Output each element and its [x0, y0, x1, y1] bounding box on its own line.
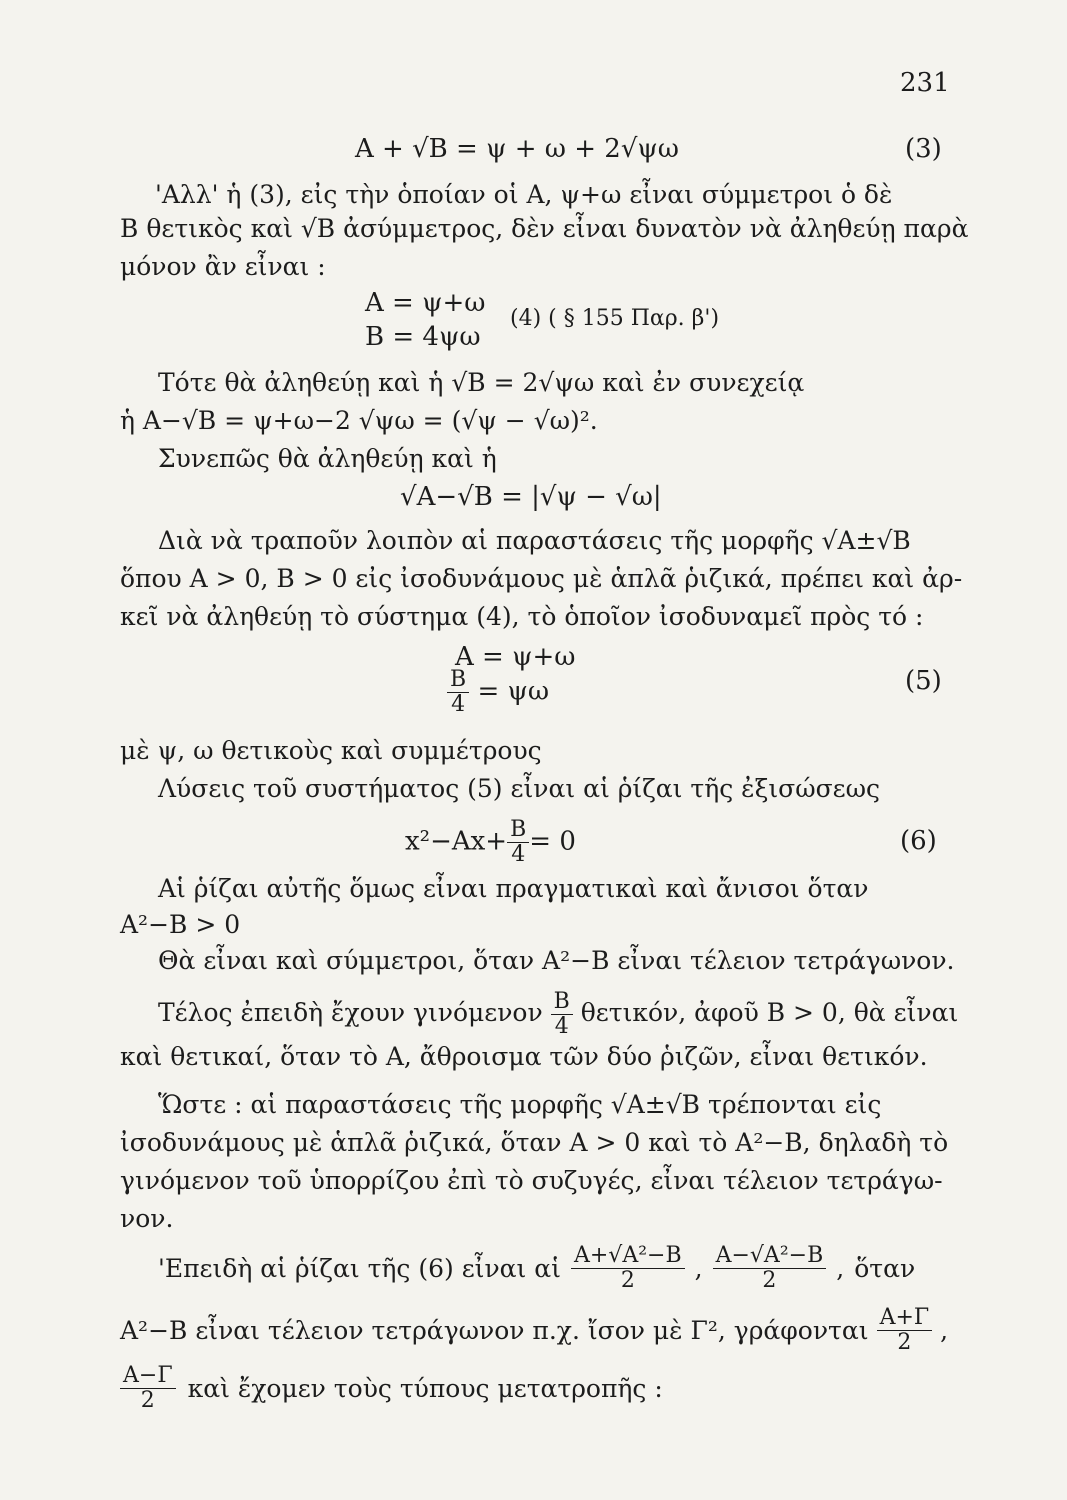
text-line: Τότε θὰ ἀληθεύῃ καὶ ἡ √B = 2√ψω καὶ ἐν συνεχείᾳ	[158, 368, 805, 397]
text-line: καὶ θετικαί, ὅταν τὸ A, ἄθροισμα τῶν δύο ῥιζῶν, εἶναι θετικόν.	[120, 1042, 928, 1071]
text-line: Συνεπῶς θὰ ἀληθεύῃ καὶ ἡ	[158, 444, 497, 473]
fraction-a-minus-gamma: $\frac{A-\Gamma}{2}$	[120, 1364, 176, 1413]
text-line: 'Επειδὴ αἱ ῥίζαι τῆς (6) εἶναι αἱ $\frac{\text{A+√A²−B}}{2}$ , $\frac{\text{A−√A²−B}}{2}$ , ὅταν	[158, 1243, 916, 1293]
text-line: ὅπου A > 0, B > 0 εἰς ἰσοδυνάμους μὲ ἁπλᾶ ῥιζικά, πρέπει καὶ ἀρ-	[120, 564, 963, 593]
fraction-b-over-4: $\frac{B}{4}$	[447, 668, 469, 717]
page-number: 231	[900, 68, 950, 98]
system-4-line1: A = ψ+ω	[365, 288, 486, 318]
root-fraction-plus: $\frac{\text{A+√A²−B}}{2}$	[571, 1244, 685, 1293]
text-line: B θετικὸς καὶ √B ἀσύμμετρος, δὲν εἶναι δυνατὸν νὰ ἀληθεύῃ παρὰ	[120, 214, 969, 243]
text-line: ἰσοδυνάμους μὲ ἁπλᾶ ῥιζικά, ὅταν A > 0 καὶ τὸ A²−B, δηλαδὴ τὸ	[120, 1128, 949, 1157]
text-line: $\frac{A-\Gamma}{2}$ καὶ ἔχομεν τοὺς τύπους μετατροπῆς :	[120, 1364, 920, 1413]
text-line: Θὰ εἶναι καὶ σύμμετροι, ὅταν A²−B εἶναι τέλειον τετράγωνον.	[158, 946, 955, 975]
text-line: γινόμενον τοῦ ὑπορρίζου ἐπὶ τὸ συζυγές, εἶναι τέλειον τετράγω-	[120, 1166, 943, 1195]
text-line: νον.	[120, 1204, 174, 1233]
fraction-b-over-4: $\frac{B}{4}$	[507, 818, 529, 867]
text-line: ἡ A−√B = ψ+ω−2 √ψω = (√ψ − √ω)².	[120, 406, 598, 435]
text-line: μὲ ψ, ω θετικοὺς καὶ συμμέτρους	[120, 736, 542, 765]
text-line: Διὰ νὰ τραποῦν λοιπὸν αἱ παραστάσεις τῆς μορφῆς √A±√B	[158, 526, 911, 555]
text-line: Ὥστε : αἱ παραστάσεις τῆς μορφῆς √A±√B τρέπονται εἰς	[158, 1090, 882, 1119]
text-line: Αἱ ῥίζαι αὐτῆς ὅμως εἶναι πραγματικαὶ καὶ ἄνισοι ὅταν	[158, 874, 869, 903]
text-line: A²−B > 0	[120, 910, 241, 939]
text-line: 'Αλλ' ἡ (3), εἰς τὴν ὁποίαν οἱ A, ψ+ω εἶναι σύμμετροι ὁ δὲ	[155, 180, 893, 209]
text-line: κεῖ νὰ ἀληθεύῃ τὸ σύστημα (4), τὸ ὁποῖον ἰσοδυναμεῖ πρὸς τό :	[120, 602, 924, 631]
system-4-reference: (4) ( § 155 Παρ. β')	[510, 306, 720, 331]
text-line: μόνον ἂν εἶναι :	[120, 252, 326, 281]
text-line: Λύσεις τοῦ συστήματος (5) εἶναι αἱ ῥίζαι τῆς ἐξισώσεως	[158, 774, 880, 803]
fraction-b-over-4: $\frac{B}{4}$	[551, 990, 573, 1039]
system-5-line1: A = ψ+ω	[455, 642, 576, 672]
equation-6-number: (6)	[900, 826, 937, 856]
text-line: Τέλος ἐπειδὴ ἔχουν γινόμενον $\frac{B}{4}$ θετικόν, ἀφοῦ B > 0, θὰ εἶναι	[158, 989, 959, 1039]
equation-6: x²−Ax+ $\frac{B}{4}$ = 0	[405, 817, 576, 867]
equation-3: A + √B = ψ + ω + 2√ψω	[355, 134, 679, 164]
equation-5-number: (5)	[905, 666, 942, 696]
system-4-line2: B = 4ψω	[365, 322, 481, 352]
root-fraction-minus: $\frac{\text{A−√A²−B}}{2}$	[713, 1244, 827, 1293]
abs-equation: √A−√B = |√ψ − √ω|	[400, 482, 662, 512]
fraction-a-plus-gamma: $\frac{A+\Gamma}{2}$	[877, 1306, 933, 1355]
equation-3-number: (3)	[905, 134, 942, 164]
system-5-line2: $\frac{B}{4}$ = ψω	[447, 668, 549, 717]
text-line: A²−B εἶναι τέλειον τετράγωνον π.χ. ἴσον μὲ Γ², γράφονται $\frac{A+\Gamma}{2}$ ,	[120, 1305, 949, 1355]
